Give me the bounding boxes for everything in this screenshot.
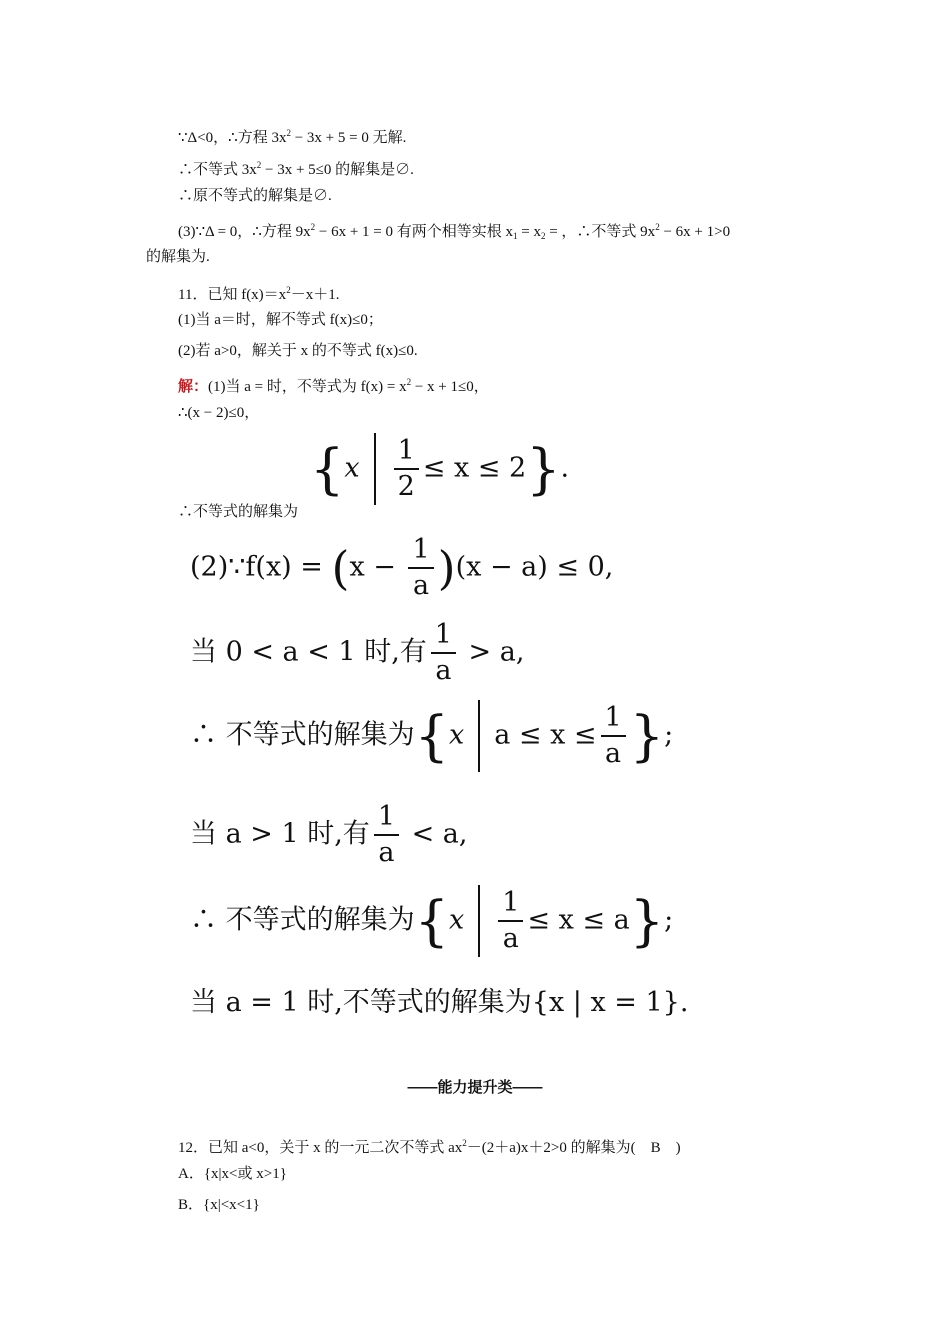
math-text: ≤ x ≤ 2 (422, 452, 527, 484)
math-text: 当 a > 1 时,有 (190, 818, 370, 850)
superscript: 2 (655, 222, 660, 232)
math-text: 当 0 < a < 1 时,有 (190, 636, 427, 668)
numerator: 1 (394, 434, 419, 470)
left-paren: ( (331, 541, 350, 595)
text: = ，∴不等式 9x (545, 224, 656, 240)
text: 12．已知 a<0，关于 x 的一元二次不等式 ax (178, 1140, 463, 1156)
superscript: 2 (462, 1138, 467, 1148)
math-text: x − (349, 551, 405, 583)
superscript: 2 (286, 285, 291, 295)
math-var: x (448, 904, 465, 936)
fraction (431, 618, 456, 688)
text: − x + 1≤0， (411, 379, 489, 395)
left-brace: { (414, 704, 449, 768)
fraction (408, 533, 433, 603)
subscript: 1 (513, 231, 518, 241)
set-bar (478, 885, 480, 957)
denominator: a (413, 570, 430, 601)
subscript: 2 (540, 231, 546, 241)
text-line-original-empty: ∴原不等式的解集是∅. (178, 188, 332, 204)
text: − 6x + 1>0 (659, 224, 731, 240)
math-solution-set-2 (190, 700, 673, 772)
numerator: 1 (431, 618, 456, 654)
math-line-factor (190, 533, 613, 603)
text: − 6x + 1 = 0 有两个相等实根 x (315, 224, 513, 240)
text: －(2＋a)x＋2>0 的解集为( B ) (466, 1140, 681, 1156)
right-brace: } (629, 889, 665, 953)
text: ∵Δ<0，∴方程 3x (178, 130, 287, 146)
denominator: a (435, 655, 452, 686)
math-solution-set-3 (190, 885, 673, 957)
denominator: a (605, 738, 622, 769)
text-line-inequality-empty (178, 155, 414, 180)
numerator: 1 (498, 886, 523, 922)
text: (3)∵Δ = 0，∴方程 9x (178, 224, 311, 240)
text-line-delta-zero (178, 217, 730, 246)
math-text: ; (664, 719, 674, 751)
math-var: x (448, 719, 465, 751)
numerator: 1 (408, 533, 433, 569)
text: − 3x + 5≤0 的解集是∅. (261, 162, 414, 178)
math-line-case-3: 当 a = 1 时,不等式的解集为{x | x = 1}. (190, 987, 689, 1018)
denominator: a (502, 923, 519, 954)
math-solution-set-1 (310, 433, 569, 505)
text-line-delta-negative (178, 123, 406, 148)
text: (1)当 a = 时，不等式为 f(x) = x (208, 379, 407, 395)
math-line-case-1 (190, 618, 524, 688)
math-text: (x − a) ≤ 0, (455, 551, 614, 583)
set-bar (478, 700, 480, 772)
math-text: ∴ 不等式的解集为 (190, 719, 415, 751)
right-paren: ) (437, 541, 456, 595)
math-text: ; (664, 904, 674, 936)
section-heading: ——能力提升类—— (407, 1079, 543, 1096)
solution-line-3: ∴不等式的解集为 (178, 504, 299, 520)
question-11-part-1: (1)当 a＝时，解不等式 f(x)≤0； (178, 312, 383, 328)
fraction (394, 434, 419, 504)
math-text: < a, (403, 818, 468, 850)
fraction (374, 800, 399, 870)
math-text: . (560, 452, 570, 484)
left-brace: { (310, 437, 345, 501)
right-brace: } (629, 704, 665, 768)
denominator: a (378, 837, 395, 868)
math-text: ∴ 不等式的解集为 (190, 904, 415, 936)
math-var: x (344, 452, 360, 484)
math-text: > a, (459, 636, 525, 668)
left-brace: { (414, 889, 449, 953)
numerator: 1 (601, 701, 626, 737)
math-text: a ≤ x ≤ (494, 719, 597, 751)
text: －x＋1. (290, 287, 340, 303)
superscript: 2 (286, 128, 291, 138)
denominator: 2 (397, 471, 415, 502)
solution-label: 解： (178, 379, 209, 395)
text: − 3x + 5 = 0 无解. (290, 130, 407, 146)
question-11-part-2: (2)若 a>0，解关于 x 的不等式 f(x)≤0. (178, 343, 418, 359)
text: ∴不等式 3x (178, 162, 257, 178)
superscript: 2 (256, 160, 262, 170)
math-text: ≤ x ≤ a (527, 904, 630, 936)
question-12-option-a: A．{x|x<或 x>1} (178, 1166, 287, 1182)
math-text: (2)∵f(x) = (190, 551, 332, 583)
superscript: 2 (310, 222, 316, 232)
text: = x (517, 224, 541, 240)
solution-line-2: ∴(x − 2)≤0， (178, 405, 260, 421)
text-line-solution-set: 的解集为. (146, 249, 210, 265)
text: 11．已知 f(x)＝x (178, 287, 287, 303)
fraction (601, 701, 626, 771)
superscript: 2 (406, 377, 412, 387)
math-line-case-2 (190, 800, 467, 870)
question-12-option-b: B．{x|<x<1} (178, 1197, 260, 1213)
solution-line-1 (178, 372, 489, 397)
right-brace: } (526, 437, 561, 501)
set-bar (374, 433, 376, 505)
question-11-stem (178, 280, 339, 305)
fraction (498, 886, 523, 956)
question-12-stem (178, 1133, 681, 1158)
numerator: 1 (374, 800, 399, 836)
